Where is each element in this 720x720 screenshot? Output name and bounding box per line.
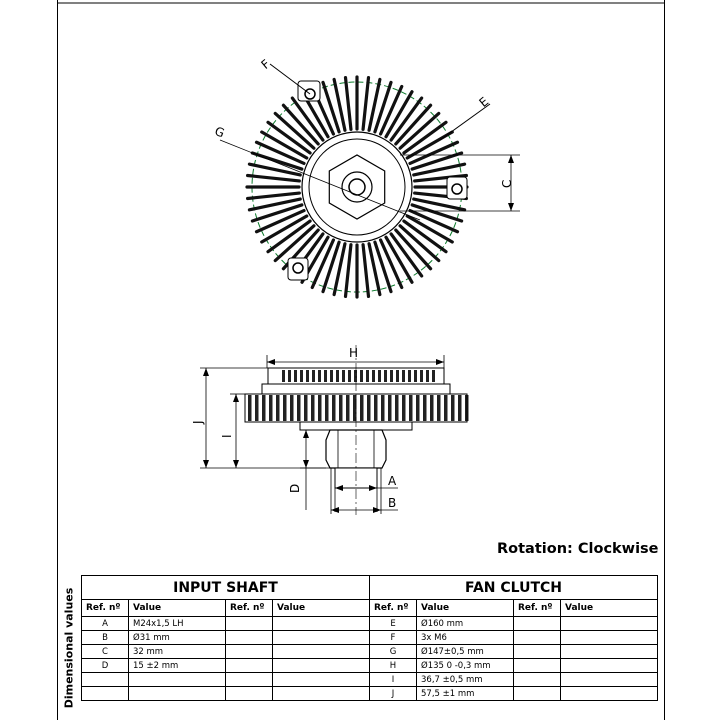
fin [363, 78, 368, 130]
cap-fin [402, 370, 405, 382]
cell-ref: I [370, 673, 417, 687]
cell-ref [82, 687, 129, 701]
cell-empty [226, 673, 273, 687]
header-value: Value [129, 600, 226, 617]
label-i: I [220, 434, 234, 438]
mounting-hole-right [447, 177, 467, 199]
cell-empty [561, 631, 658, 645]
cell-empty [226, 631, 273, 645]
cell-empty [226, 645, 273, 659]
cell-empty [514, 617, 561, 631]
cap-fin [420, 370, 423, 382]
cell-value: 36,7 ±0,5 mm [417, 673, 514, 687]
side-fin [374, 395, 378, 421]
cap-fin [336, 370, 339, 382]
side-fins [248, 395, 469, 421]
cell-empty [273, 687, 370, 701]
side-fin [458, 395, 462, 421]
side-fin [297, 395, 301, 421]
side-fin [255, 395, 259, 421]
cell-value: 3x M6 [417, 631, 514, 645]
cell-ref: J [370, 687, 417, 701]
cell-empty [561, 659, 658, 673]
cap-fin [300, 370, 303, 382]
cap-fin [396, 370, 399, 382]
cell-empty [561, 617, 658, 631]
cap-fin [318, 370, 321, 382]
side-fin [437, 395, 441, 421]
header-value: Value [561, 600, 658, 617]
side-fin [290, 395, 294, 421]
cell-value: Ø160 mm [417, 617, 514, 631]
cell-ref: C [82, 645, 129, 659]
fin [248, 176, 300, 181]
side-fin [423, 395, 427, 421]
side-fin [346, 395, 350, 421]
side-fin [269, 395, 273, 421]
label-c: C [500, 179, 514, 188]
header-ref: Ref. nº [82, 600, 129, 617]
label-e: E [476, 94, 492, 110]
table-row [82, 631, 658, 645]
cell-value: 15 ±2 mm [129, 659, 226, 673]
side-fin [402, 395, 406, 421]
cap-fin [372, 370, 375, 382]
cell-ref: G [370, 645, 417, 659]
cell-ref: B [82, 631, 129, 645]
side-fin [304, 395, 308, 421]
cap-fin [330, 370, 333, 382]
mounting-hole-f [298, 81, 320, 101]
cap-fin [324, 370, 327, 382]
cell-value: 57,5 ±1 mm [417, 687, 514, 701]
cell-empty [514, 659, 561, 673]
dimensional-values-label: Dimensional values [62, 587, 76, 708]
cell-empty [514, 673, 561, 687]
cap-fin [426, 370, 429, 382]
cell-value: Ø135 0 -0,3 mm [417, 659, 514, 673]
cell-value [129, 673, 226, 687]
cell-empty [273, 617, 370, 631]
cell-empty [273, 659, 370, 673]
cell-ref [82, 673, 129, 687]
side-fin [276, 395, 280, 421]
side-fin [318, 395, 322, 421]
cap-fin [366, 370, 369, 382]
cap-fin [294, 370, 297, 382]
cap-fin [432, 370, 435, 382]
cell-ref: D [82, 659, 129, 673]
cell-value: 32 mm [129, 645, 226, 659]
fin [248, 193, 300, 198]
side-fin [262, 395, 266, 421]
label-b: B [388, 496, 397, 510]
dimensions-table [81, 575, 658, 701]
fin [346, 78, 351, 130]
side-fin [332, 395, 336, 421]
side-fin [444, 395, 448, 421]
label-h: H [349, 346, 359, 360]
side-fin [395, 395, 399, 421]
cell-ref: A [82, 617, 129, 631]
header-ref: Ref. nº [370, 600, 417, 617]
cap-fin [390, 370, 393, 382]
cap-fin [312, 370, 315, 382]
side-fin [381, 395, 385, 421]
side-fin [311, 395, 315, 421]
cell-empty [561, 687, 658, 701]
side-fin [339, 395, 343, 421]
cap-fin [348, 370, 351, 382]
fan-clutch-side-view [200, 345, 469, 515]
side-fin [451, 395, 455, 421]
cell-ref: H [370, 659, 417, 673]
header-value: Value [417, 600, 514, 617]
table-row [82, 659, 658, 673]
cell-value: M24x1,5 LH [129, 617, 226, 631]
cell-ref: F [370, 631, 417, 645]
side-fin [409, 395, 413, 421]
header-value: Value [273, 600, 370, 617]
fin [346, 245, 351, 297]
side-fin [367, 395, 371, 421]
label-g: G [212, 124, 227, 141]
label-a: A [388, 474, 397, 488]
cap-fin [408, 370, 411, 382]
cap-fin [306, 370, 309, 382]
cap-fin [360, 370, 363, 382]
section-fan-clutch: FAN CLUTCH [370, 576, 658, 600]
cap-fin [414, 370, 417, 382]
side-fin [248, 395, 252, 421]
cell-empty [226, 659, 273, 673]
cell-empty [561, 673, 658, 687]
side-fin [430, 395, 434, 421]
cap-fin [354, 370, 357, 382]
side-fin [416, 395, 420, 421]
side-fin [325, 395, 329, 421]
cap-fin [384, 370, 387, 382]
cell-empty [273, 673, 370, 687]
cell-empty [226, 617, 273, 631]
mounting-hole-bottom [288, 258, 308, 280]
table-row [82, 673, 658, 687]
section-input-shaft: INPUT SHAFT [82, 576, 370, 600]
cap-fin [378, 370, 381, 382]
cell-value: Ø31 mm [129, 631, 226, 645]
cell-value: Ø147±0,5 mm [417, 645, 514, 659]
label-d: D [288, 483, 302, 493]
header-ref: Ref. nº [514, 600, 561, 617]
cell-empty [514, 645, 561, 659]
cell-empty [226, 687, 273, 701]
side-fin [360, 395, 364, 421]
cap-fin [342, 370, 345, 382]
cell-empty [273, 631, 370, 645]
label-f: F [258, 56, 273, 72]
fan-clutch-top-view [220, 64, 520, 297]
header-ref: Ref. nº [226, 600, 273, 617]
cell-empty [273, 645, 370, 659]
cell-empty [561, 645, 658, 659]
table-row [82, 687, 658, 701]
label-j: J [191, 420, 205, 424]
cap-fin [288, 370, 291, 382]
cell-ref: E [370, 617, 417, 631]
table-row [82, 617, 658, 631]
rotation-note: Rotation: Clockwise [497, 541, 659, 557]
table-row [82, 645, 658, 659]
side-fin [283, 395, 287, 421]
cell-empty [514, 687, 561, 701]
cell-value [129, 687, 226, 701]
cell-empty [514, 631, 561, 645]
cap-fin [282, 370, 285, 382]
fin [363, 245, 368, 297]
side-fin [388, 395, 392, 421]
